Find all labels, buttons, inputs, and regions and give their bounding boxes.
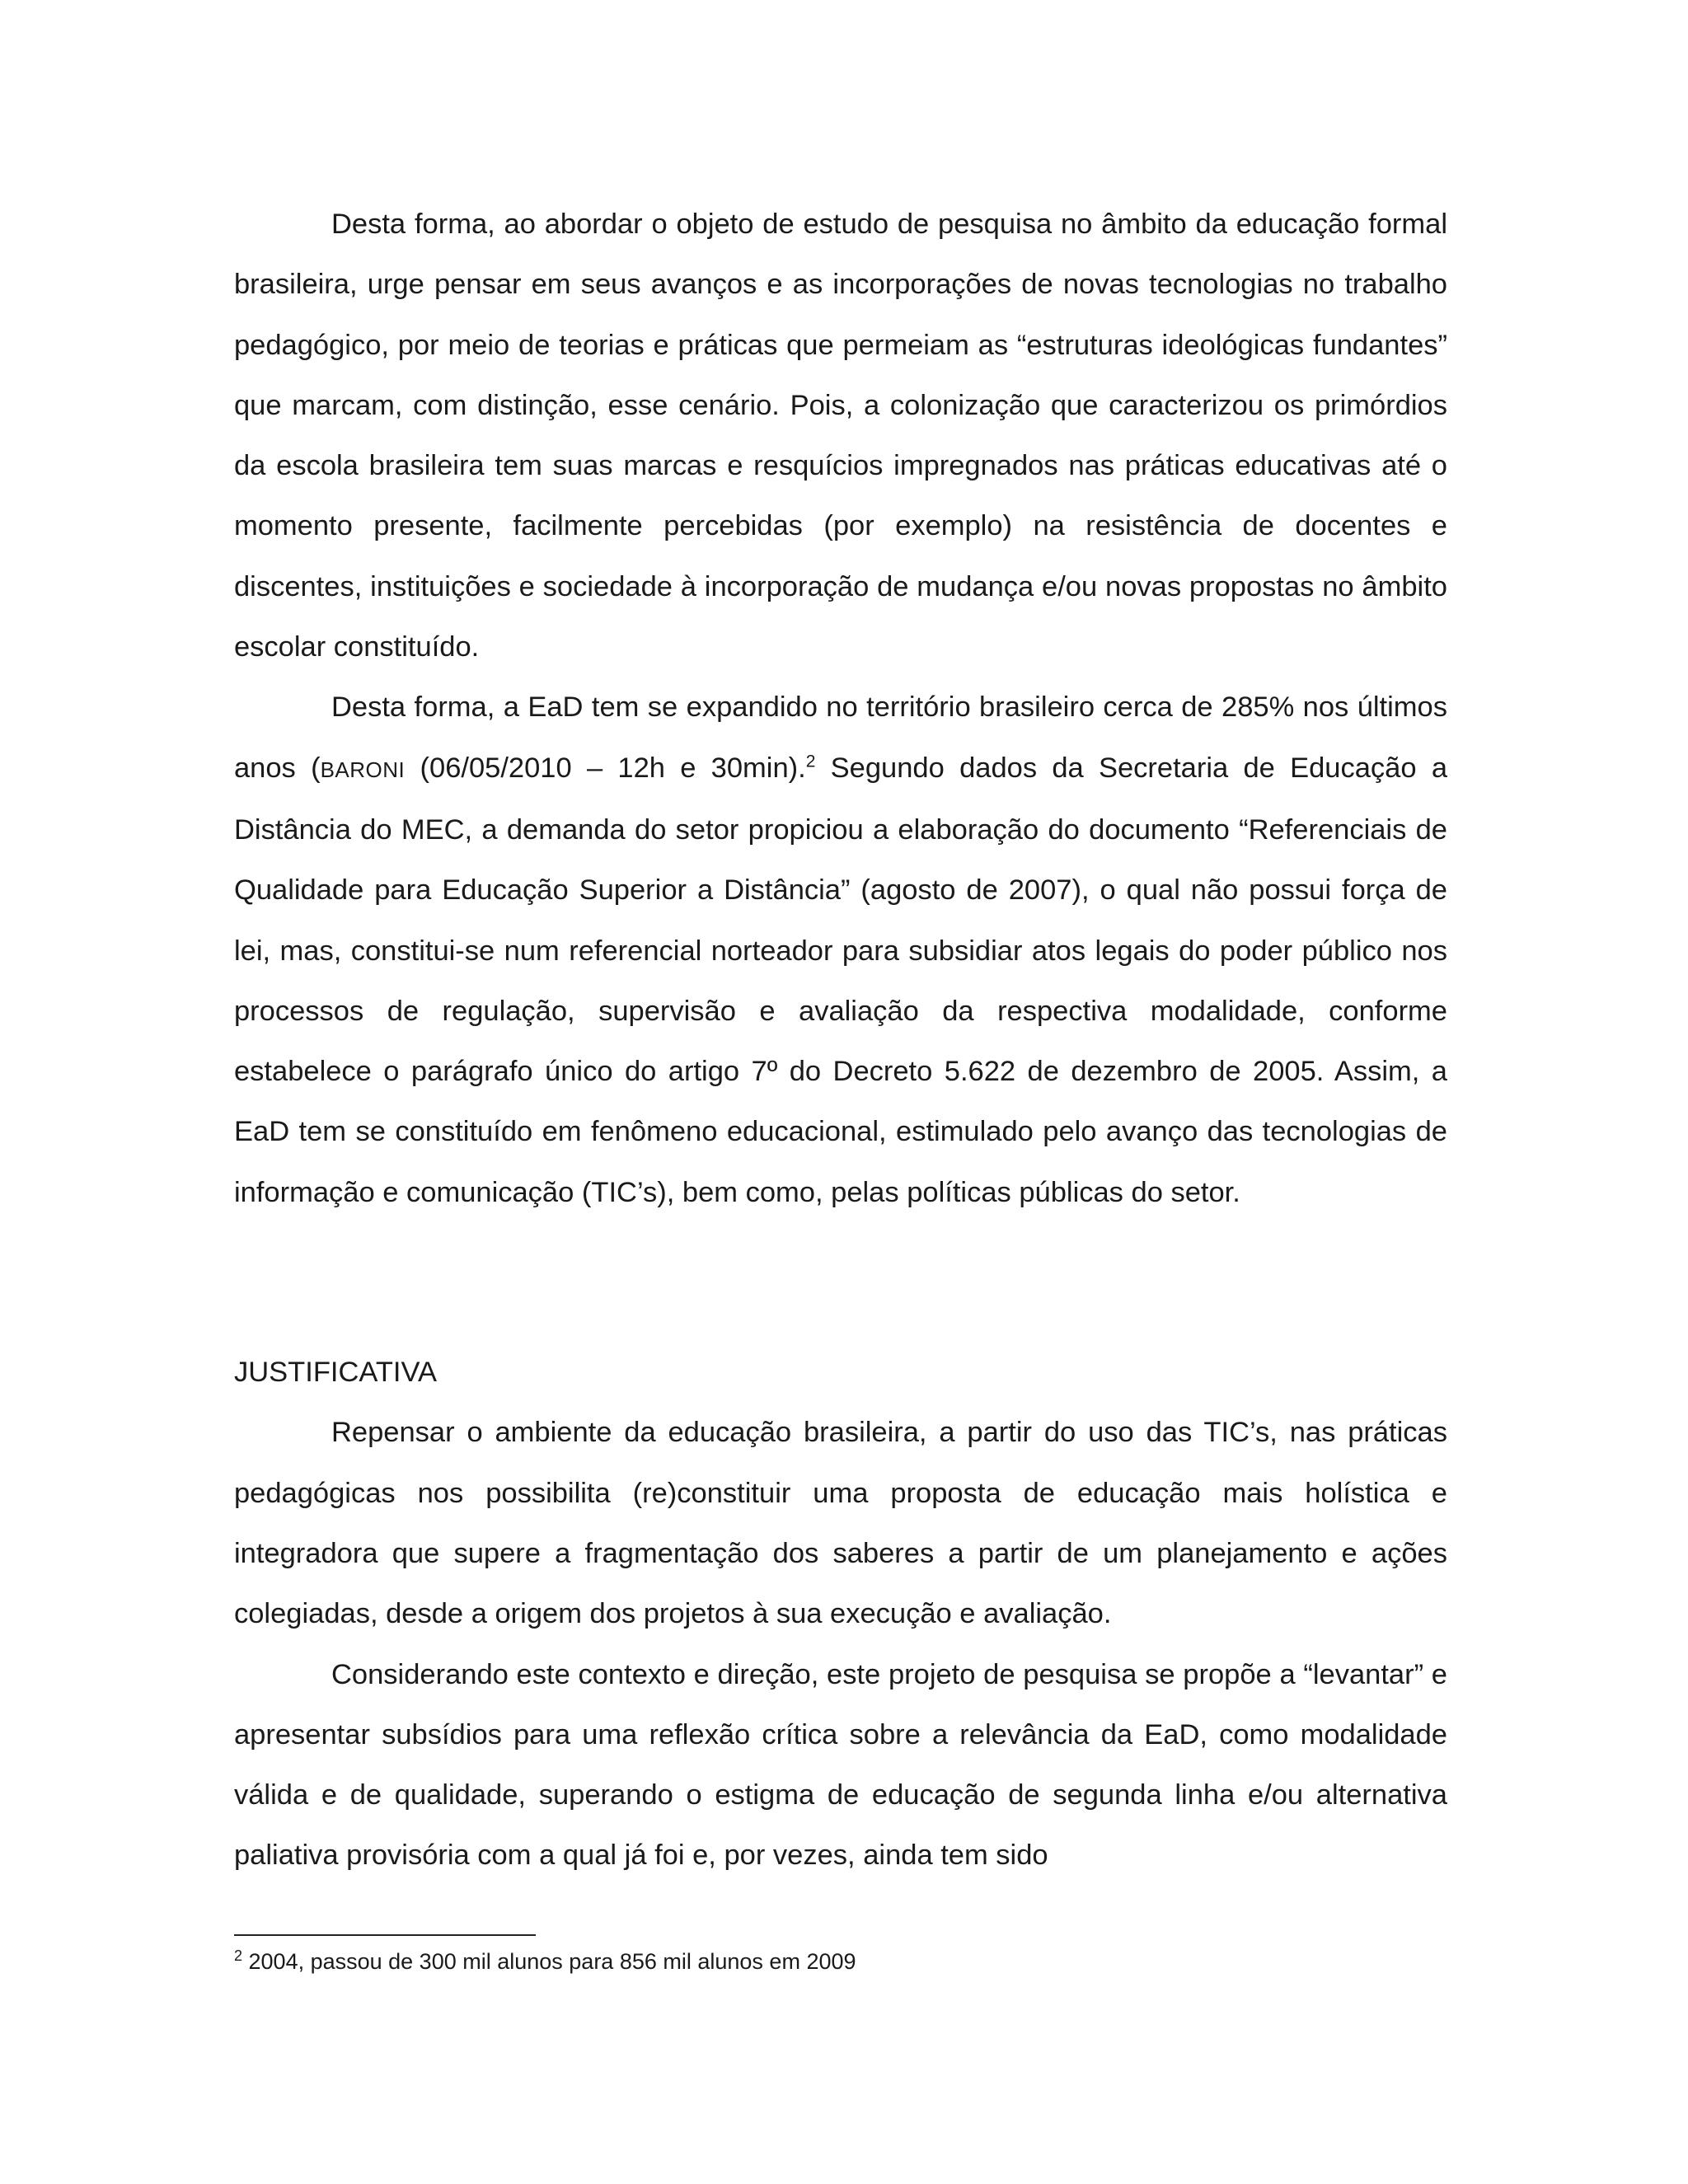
section-heading-justificativa: JUSTIFICATIVA — [234, 1357, 437, 1389]
document-body — [234, 194, 1447, 1886]
paragraph-ead-expansion-text-1: Desta forma, a EaD tem se expandido no território brasileiro cerca de 285% nos últimos anos ( — [234, 691, 1447, 784]
footnote-mark: 2 — [234, 1947, 243, 1964]
paragraph-ead-expansion-text-2: Segundo dados da Secretaria de Educação a Distância do MEC, a demanda do setor propiciou a elaboração do documento “Referenciais de Qualidade para Educação Superior a Distância” (agosto de 2007), o qual não possui força de lei, mas, constitui-se num referencial norteador para subsidiar atos legais do poder público nos processos de regulação, supervisão e avaliação da respectiva modalidade, conforme estabelece o parágrafo único do artigo 7º do Decreto 5.622 de dezembro de 2005. Assim, a EaD tem se constituído em fenômeno educacional, estimulado pelo avanço das tecnologias de informação e comunicação (TIC’s), bem como, pelas políticas públicas do setor. — [234, 752, 1448, 1208]
paragraph-ead-expansion — [234, 677, 1447, 1223]
paragraph-justificativa-2: Considerando este contexto e direção, este projeto de pesquisa se propõe a “levantar” e apresentar subsídios para uma reflexão crítica sobre a relevância da EaD, como modalidade válida e de qualidade, superando o estigma de educação de segunda linha e/ou alternativa paliativa provisória com a qual já foi e, por vezes, ainda tem sido — [234, 1658, 1447, 1872]
section-spacer — [234, 1223, 1447, 1343]
paragraph-intro: Desta forma, ao abordar o objeto de estudo de pesquisa no âmbito da educação formal brasileira, urge pensar em seus avanços e as incorporações de novas tecnologias no trabalho pedagógico, por meio de teorias e práticas que permeiam as “estruturas ideológicas fundantes” que marcam, com distinção, esse cenário. Pois, a colonização que caracterizou os primórdios da escola brasileira tem suas marcas e resquícios impregnados nas práticas educativas até o momento presente, facilmente percebidas (por exemplo) na resistência de docentes e discentes, instituições e sociedade à incorporação de mudança e/ou novas propostas no âmbito escolar constituído. — [234, 209, 1447, 663]
footnote-reference[interactable]: 2 — [805, 752, 816, 771]
footnote-text: 2004, passou de 300 mil alunos para 856 mil alunos em 2009 — [242, 1949, 856, 1974]
footnote — [234, 1945, 1447, 1978]
footnote-separator — [234, 1934, 536, 1936]
citation-author: BARONI — [320, 757, 406, 782]
paragraph-justificativa-1: Repensar o ambiente da educação brasileira, a partir do uso das TIC’s, nas práticas pedagógicas nos possibilita (re)constituir uma proposta de educação mais holística e integradora que supere a fragmentação dos saberes a partir de um planejamento e ações colegiadas, desde a origem dos projetos à sua execução e avaliação. — [234, 1417, 1447, 1630]
citation-date: (06/05/2010 – 12h e 30min). — [405, 752, 806, 784]
